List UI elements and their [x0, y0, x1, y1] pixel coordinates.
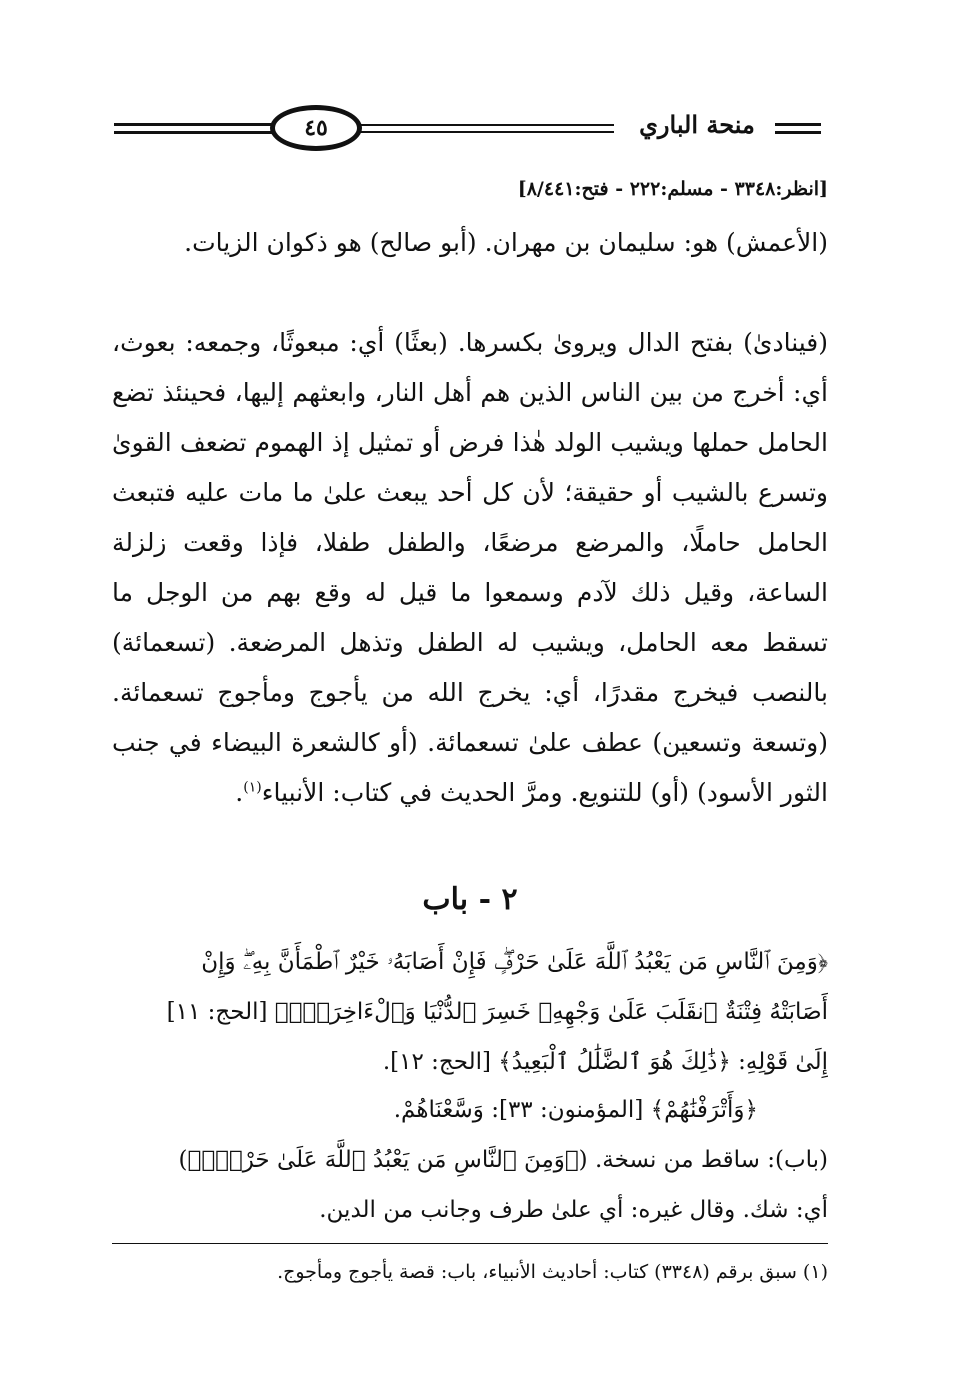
header-rule — [114, 131, 274, 134]
page-number: ٤٥ — [270, 105, 362, 151]
page-header — [110, 96, 822, 162]
footnote: (١) سبق برقم (٣٣٤٨) كتاب: أحاديث الأنبياء، باب: قصة يأجوج ومأجوج. — [277, 1261, 828, 1283]
quran-verse-line: أَصَابَتْهُ فِتْنَةٌ ٱنقَلَبَ عَلَىٰ وَجْهِهِۦ خَسِرَ ٱلدُّنْيَا وَٱلْءَاخِرَةَۚ﴾ [الحج: ١١] — [166, 999, 828, 1025]
header-rule — [356, 124, 614, 126]
paragraph-commentary-end: . — [235, 778, 244, 807]
reference-line: [انظر:٣٣٤٨ - مسلم:٢٢٢ - فتح:٨/٤٤١] — [517, 178, 828, 200]
commentary-line: (باب): ساقط من نسخة. (﴿وَمِنَ ٱلنَّاسِ مَن يَعْبُدُ ٱللَّهَ عَلَىٰ حَرْفٍۖ﴾) — [178, 1147, 828, 1173]
paragraph-commentary — [112, 318, 828, 818]
chapter-heading: ٢ - باب — [422, 882, 518, 917]
quran-verse-line: ﴿وَمِنَ ٱلنَّاسِ مَن يَعْبُدُ ٱللَّهَ عَلَىٰ حَرْفٍۖ فَإِنْ أَصَابَهُۥ خَيْرٌ ٱطْمَأَنَّ بِهِۦۖ وَإِنْ — [201, 949, 828, 975]
header-rule — [775, 123, 821, 126]
quran-verse-line: إِلَىٰ قَوْلِهِ: ﴿ذَٰلِكَ هُوَ ٱلضَّلَٰلُ ٱلْبَعِيدُ﴾ [الحج: ١٢]. — [382, 1049, 828, 1075]
footnote-marker: (١) — [243, 779, 262, 796]
header-rule — [356, 131, 614, 133]
paragraph-narrators: (الأعمش) هو: سليمان بن مهران. (أبو صالح) هو ذكوان الزيات. — [184, 228, 828, 257]
paragraph-commentary-text: (فينادىٰ) بفتح الدال ويروىٰ بكسرها. (بعثًا) أي: مبعوثًا، وجمعه: بعوث، أي: أخرج من بين الناس الذين هم أهل النار، وابعثهم إليها، فحينئذ تضع الحامل حملها ويشيب الولد هٰذا فرض أو تمثيل إذ الهموم تضعف القوىٰ وتسرع بالشيب أو حقيقة؛ لأن كل أحد يبعث علىٰ ما مات عليه فتبعث الحامل حاملًا، والمرضع مرضعًا، والطفل طفلا، فإذا وقعت زلزلة الساعة، وقيل ذلك لآدم وسمعوا ما قيل له وقع بهم من الوجل ما تسقط معه الحامل، ويشيب له الطفل وتذهل المرضعة. (تسعمائة) بالنصب فيخرج مقدرًا، أي: يخرج الله من يأجوج ومأجوج تسعمائة. (وتسعة وتسعين) عطف علىٰ تسعمائة. (أو كالشعرة البيضاء في جنب الثور الأسود) (أو) للتنويع. ومرَّ الحديث في كتاب: الأنبياء — [112, 328, 828, 807]
book-title: منحة الباري — [639, 110, 755, 139]
quran-verse-line: ﴿وَأَتْرَفْنَٰهُمْ﴾ [المؤمنون: ٣٣]: وَسَّعْنَاهُمْ. — [393, 1097, 758, 1123]
commentary-line: أي: شك. وقال غيره: أي علىٰ طرف وجانب من الدين. — [319, 1197, 828, 1223]
header-rule — [775, 131, 821, 134]
header-rule — [114, 123, 274, 126]
footnote-separator — [112, 1243, 828, 1244]
